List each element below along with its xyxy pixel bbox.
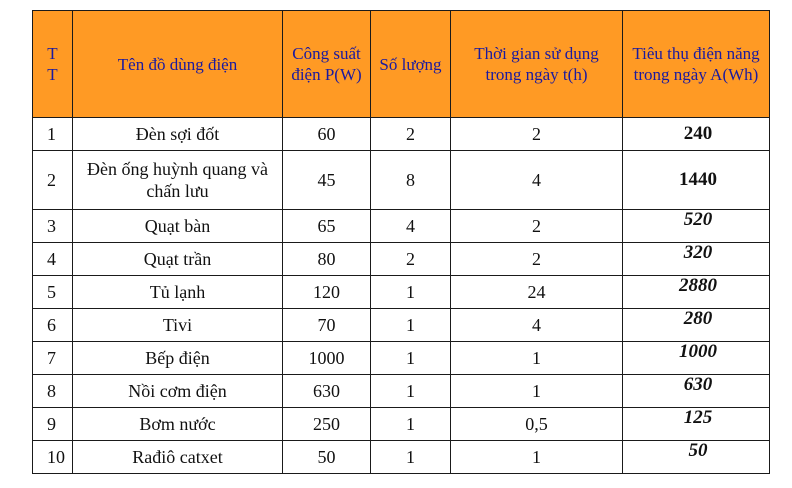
- cell-quantity: 8: [371, 151, 451, 210]
- table-row: [33, 210, 770, 243]
- cell-energy: [623, 276, 770, 309]
- table-row: [33, 375, 770, 408]
- cell-quantity: 2: [371, 243, 451, 276]
- cell-usage-time: 0,5: [451, 408, 623, 441]
- header-usage-time: Thời gian sử dụng trong ngày t(h): [451, 11, 623, 118]
- energy-consumption-table: [32, 10, 770, 474]
- cell-quantity: 1: [371, 342, 451, 375]
- cell-energy: [623, 408, 770, 441]
- cell-power: 60: [283, 118, 371, 151]
- cell-energy-value: 1000: [679, 341, 717, 362]
- table-row: [33, 243, 770, 276]
- cell-tt: 10: [33, 441, 73, 474]
- cell-usage-time: 24: [451, 276, 623, 309]
- cell-tt: 1: [33, 118, 73, 151]
- cell-tt: 4: [33, 243, 73, 276]
- table-row: [33, 408, 770, 441]
- cell-energy-value: 2880: [679, 275, 717, 296]
- header-tt: [33, 11, 73, 118]
- cell-power: 70: [283, 309, 371, 342]
- cell-usage-time: 1: [451, 342, 623, 375]
- cell-energy-value: 630: [683, 374, 713, 395]
- header-energy: Tiêu thụ điện năng trong ngày A(Wh): [623, 11, 770, 118]
- cell-usage-time: 1: [451, 375, 623, 408]
- cell-tt: 3: [33, 210, 73, 243]
- cell-energy-value: 520: [683, 209, 713, 230]
- cell-appliance-name: Tivi: [73, 309, 283, 342]
- cell-quantity: 1: [371, 276, 451, 309]
- table-row: [33, 309, 770, 342]
- header-quantity: Số lượng: [371, 11, 451, 118]
- cell-energy-value: 240: [683, 123, 713, 144]
- cell-appliance-name: Đèn sợi đốt: [73, 118, 283, 151]
- cell-energy: [623, 210, 770, 243]
- cell-appliance-name: Đèn ống huỳnh quang và chấn lưu: [73, 151, 283, 210]
- cell-appliance-name: Quạt trần: [73, 243, 283, 276]
- cell-power: 65: [283, 210, 371, 243]
- cell-power: 630: [283, 375, 371, 408]
- cell-quantity: 4: [371, 210, 451, 243]
- cell-appliance-name: Bếp điện: [73, 342, 283, 375]
- cell-energy-value: 320: [683, 242, 713, 263]
- cell-tt: 2: [33, 151, 73, 210]
- cell-energy-value: 280: [683, 308, 713, 329]
- cell-energy: [623, 309, 770, 342]
- cell-quantity: 1: [371, 441, 451, 474]
- cell-usage-time: 4: [451, 151, 623, 210]
- cell-power: 45: [283, 151, 371, 210]
- cell-energy: [623, 342, 770, 375]
- table-row: [33, 118, 770, 151]
- cell-power: 250: [283, 408, 371, 441]
- cell-usage-time: 2: [451, 243, 623, 276]
- header-tt-line1: T: [47, 44, 58, 63]
- table-row: [33, 441, 770, 474]
- table-row: [33, 151, 770, 210]
- header-power: Công suất điện P(W): [283, 11, 371, 118]
- cell-appliance-name: Rađiô catxet: [73, 441, 283, 474]
- cell-tt: 6: [33, 309, 73, 342]
- cell-energy: [623, 151, 770, 210]
- table-row: [33, 342, 770, 375]
- cell-usage-time: 4: [451, 309, 623, 342]
- header-tt-line2: T: [47, 65, 58, 84]
- cell-quantity: 2: [371, 118, 451, 151]
- cell-tt: 7: [33, 342, 73, 375]
- cell-tt: 5: [33, 276, 73, 309]
- cell-appliance-name: Tủ lạnh: [73, 276, 283, 309]
- cell-energy: [623, 243, 770, 276]
- cell-tt: 8: [33, 375, 73, 408]
- cell-energy-value: 1440: [679, 169, 717, 190]
- cell-usage-time: 2: [451, 118, 623, 151]
- cell-usage-time: 1: [451, 441, 623, 474]
- cell-power: 80: [283, 243, 371, 276]
- cell-quantity: 1: [371, 408, 451, 441]
- cell-quantity: 1: [371, 375, 451, 408]
- table-row: [33, 276, 770, 309]
- cell-quantity: 1: [371, 309, 451, 342]
- cell-energy-value: 50: [688, 440, 708, 461]
- cell-appliance-name: Quạt bàn: [73, 210, 283, 243]
- table-header-row: [33, 11, 770, 118]
- cell-energy-value: 125: [683, 407, 713, 428]
- cell-appliance-name: Nồi cơm điện: [73, 375, 283, 408]
- cell-energy: [623, 375, 770, 408]
- header-appliance-name: Tên đồ dùng điện: [73, 11, 283, 118]
- cell-energy: [623, 441, 770, 474]
- cell-power: 120: [283, 276, 371, 309]
- cell-power: 50: [283, 441, 371, 474]
- cell-usage-time: 2: [451, 210, 623, 243]
- cell-tt: 9: [33, 408, 73, 441]
- cell-appliance-name: Bơm nước: [73, 408, 283, 441]
- cell-energy: [623, 118, 770, 151]
- cell-power: 1000: [283, 342, 371, 375]
- energy-table-container: [32, 10, 769, 474]
